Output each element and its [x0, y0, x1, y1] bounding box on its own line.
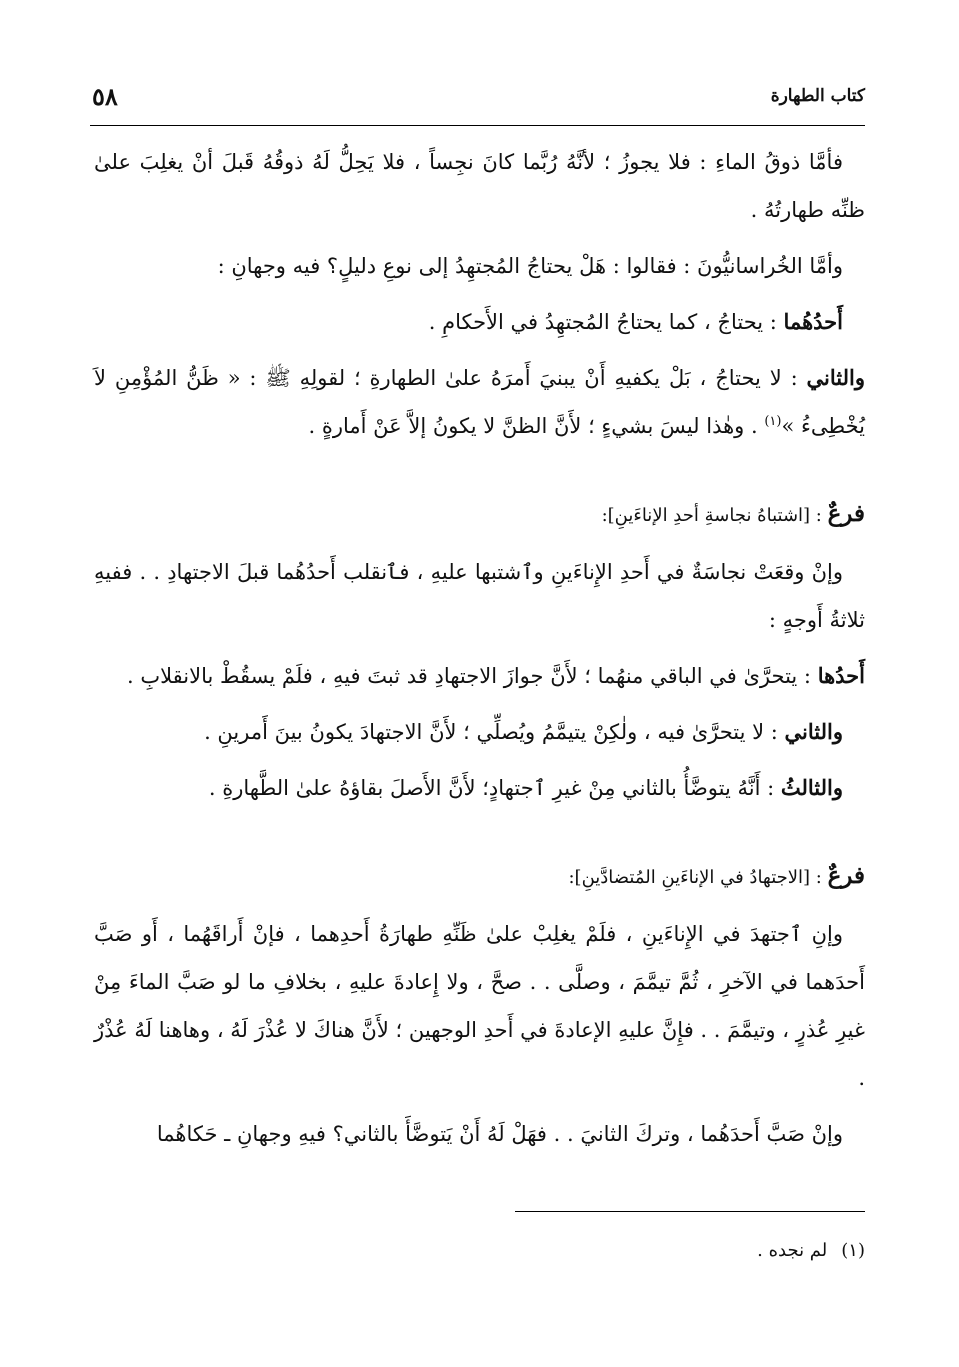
paragraph-text: : أَنَّهُ يتوضَّأُ بالثاني مِنْ غيرِ ٱجتهادٍ؛ لأَنَّ الأَصلَ بقاؤهُ علىٰ الطَّهارةِ .: [208, 776, 781, 800]
running-title: كتاب الطهارة: [770, 86, 865, 106]
page-header: [90, 82, 865, 122]
paragraph: [94, 652, 865, 700]
paragraph-text: فأمَّا ذوقُ الماءِ : فلا يجوزُ ؛ لأنَّهُ رُبَّما كانَ نجِساً ، فلا يَحِلُّ لَهُ ذوقُهُ قَبلَ أنْ يغلِبَ علىٰ ظنِّه طهارتُهُ .: [94, 150, 865, 222]
heading-text: : [الاجتهادُ في الإناءَينِ المُتضادَّينِ]:: [568, 867, 828, 888]
footnote-rule: [515, 1211, 865, 1212]
paragraph-text: . وهٰذا ليسَ بشيءٍ ؛ لأَنَّ الظنَّ لا يكونُ إلاَّ عَنْ أَمارةٍ .: [308, 414, 765, 438]
heading-word: فرعٌ: [827, 500, 865, 527]
paragraph: [94, 138, 865, 234]
paragraph: [94, 548, 865, 644]
paragraph-label: أَحدُها: [817, 663, 865, 688]
paragraph-text: : لا يتحرَّىٰ فيه ، ولٰكِنْ يتيمَّمُ ويُصلِّي ؛ لأَنَّ الاجتهادَ يكونُ بينَ أَمرينِ .: [204, 720, 785, 744]
paragraph-label: والثاني: [806, 365, 865, 390]
paragraph: [94, 1110, 865, 1158]
paragraph-text: وإنْ صَبَّ أَحدَهُما ، وتركَ الثانيَ . . فهَلْ لَهُ أَنْ يَتوضَّأَ بالثاني؟ فيهِ وجهانِ ـ حَكاهُما: [156, 1122, 843, 1146]
header-rule: [90, 125, 865, 126]
paragraph: [94, 764, 865, 812]
paragraph-text: وإنْ وقعَتْ نجاسَةٌ في أَحدِ الإِناءَينِ وٱشتبها عليهِ ، فٱنقلب أَحدُهُما قبلَ الاجتهادِ . . ففيهِ ثلاثةُ أَوجهٍ :: [94, 560, 865, 632]
page-number: ٥٨: [92, 82, 118, 111]
paragraph: [94, 354, 865, 450]
paragraph-label: أَحدُهُما: [783, 309, 843, 334]
main-text: [94, 138, 865, 1166]
footnote-text: لم نجده .: [757, 1240, 828, 1261]
footnote-number: (١): [841, 1240, 865, 1261]
paragraph-text: : لا يحتاجُ ، بَلْ يكفيهِ أَنْ يبنيَ أَمرَهُ علىٰ الطهارةِ ؛ لقولِهِ ﷺ : « ظَنُّ المُؤْمِنِ لاَ يُخْطِىءُ »: [94, 366, 865, 438]
heading-word: فرعٌ: [827, 862, 865, 889]
paragraph-text: وإنِ ٱجتهدَ في الإِناءَينِ ، فلَمْ يغلِبْ علىٰ ظَنِّهِ طهارَةُ أَحدِهما ، فإنْ أَراقَهُما ، أَو صَبَّ أَحدَهما في الآخرِ ، ثُمَّ تيمَّمَ ، وصلَّى . . صحَّ ، ولا إِعادةَ عليهِ ، بخلافِ ما لو صَبَّ الماءَ مِنْ غيرِ عُذرٍ ، وتيمَّمَ . . فإِنَّ عليهِ الإعادةَ في أَحدِ الوجهين ؛ لأَنَّ هناكَ لا عُذْرَ لَهُ ، وهاهنا لَهُ عُذْرٌ .: [94, 922, 865, 1090]
paragraph-label: والثاني: [784, 719, 843, 744]
paragraph-text: وأمَّا الخُراسانيُّونَ : فقالوا : هَلْ يحتاجُ المُجتهِدُ إلى نوعِ دليلٍ؟ فيه وجهانِ :: [217, 254, 843, 278]
heading-text: : [اشتباهُ نجاسةِ أحدِ الإناءَينِ]:: [601, 505, 828, 526]
paragraph-text: : يحتاجُ ، كما يحتاجُ المُجتهِدُ في الأَحكامِ .: [428, 310, 784, 334]
footnote: [757, 1240, 865, 1261]
section-heading: [94, 490, 865, 540]
paragraph: [94, 708, 865, 756]
paragraph-text: : يتحرَّىٰ في الباقي منهُما ؛ لأَنَّ جوازَ الاجتهادِ قد ثبتَ فيهِ ، فلَمْ يسقُطْ بالانقلابِ .: [127, 664, 818, 688]
section-heading: [94, 852, 865, 902]
paragraph: [94, 910, 865, 1102]
paragraph: [94, 298, 865, 346]
paragraph-label: والثالثُ: [780, 775, 843, 800]
footnote-reference: (١): [764, 414, 782, 429]
paragraph: [94, 242, 865, 290]
